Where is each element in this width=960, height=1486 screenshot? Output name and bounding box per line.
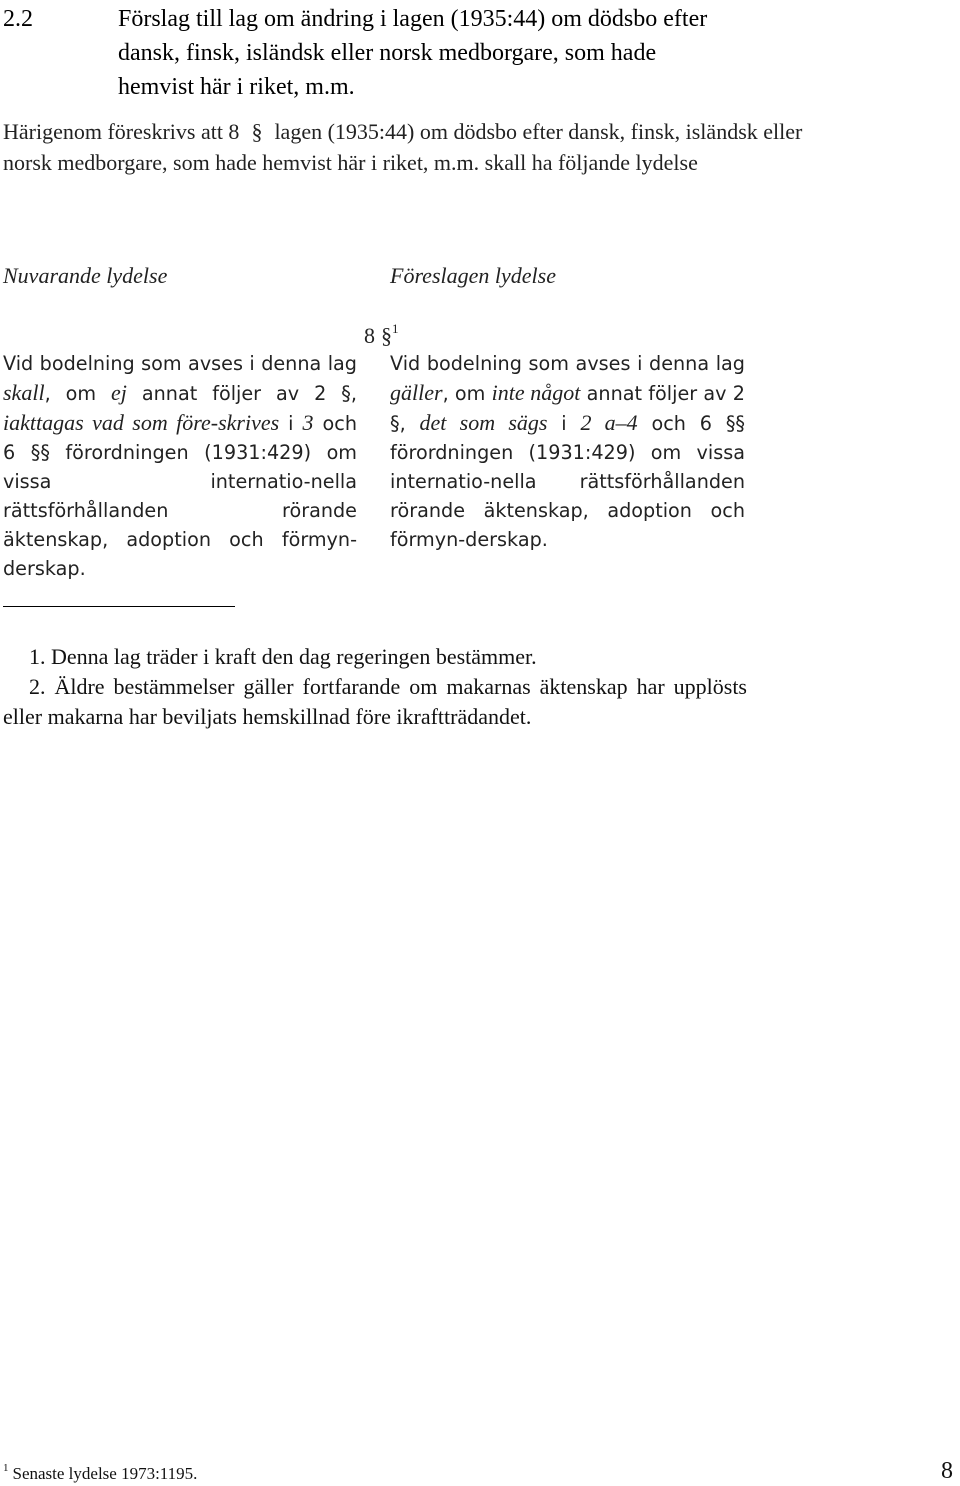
footnote-mark: 1 — [3, 1462, 9, 1474]
footnote — [3, 1462, 197, 1484]
text-segment: annat följer av 2 §, — [126, 382, 357, 405]
transition-provisions — [3, 642, 747, 732]
section-sign-icon: § — [251, 119, 263, 144]
italic-segment: 2 a–4 — [580, 410, 638, 435]
text-segment: Vid bodelning som avses i denna lag — [390, 352, 745, 375]
section-title: Förslag till lag om ändring i lagen (1935:44) om dödsbo efter dansk, finsk, isländsk eller norsk medborgare, som hade hemvist här i riket, m.m. — [118, 6, 708, 100]
italic-segment: inte något — [491, 380, 581, 405]
text-segment: Vid bodelning som avses i denna lag — [3, 352, 357, 375]
current-wording-text — [3, 349, 357, 583]
intro-part-1: Härigenom föreskrivs att 8 — [3, 119, 240, 144]
paragraph-number — [364, 321, 399, 349]
proposed-wording-text — [390, 349, 745, 554]
section-number: 2.2 — [3, 6, 33, 32]
footnote-text: Senaste lydelse 1973:1195. — [12, 1464, 198, 1483]
footnote-reference: 1 — [392, 321, 399, 336]
paragraph-number-value: 8 — [364, 323, 375, 348]
italic-segment: skall — [3, 380, 45, 405]
intro-paragraph — [3, 116, 838, 178]
italic-segment: 3 — [302, 410, 314, 435]
page-number: 8 — [941, 1458, 953, 1484]
divider-rule — [3, 606, 235, 607]
text-segment: , om — [442, 382, 492, 405]
text-segment: , om — [44, 382, 112, 405]
paragraph-section-sign: § — [381, 323, 392, 348]
italic-segment: iakttagas vad som före-skrives — [3, 410, 280, 435]
text-segment: annat följer av 2 §, — [390, 382, 745, 435]
transition-item-1: 1. Denna lag träder i kraft den dag regeringen bestämmer. — [29, 644, 537, 669]
transition-item-2: 2. Äldre bestämmelser gäller fortfarande om makarnas äktenskap har upplösts eller makarna har beviljats hemskillnad före ikraftträdandet. — [3, 674, 747, 729]
text-segment: i — [279, 412, 303, 435]
italic-segment: det som sägs — [419, 410, 548, 435]
text-segment: och 6 §§ förordningen (1931:429) om vissa internatio-nella rättsförhållanden rörande äktenskap, adoption och förmyn-derskap. — [390, 412, 746, 551]
italic-segment: gäller — [390, 380, 443, 405]
text-segment: och 6 §§ förordningen (1931:429) om vissa internatio-nella rättsförhållanden rörande äktenskap, adoption och förmyn-derskap. — [3, 412, 357, 580]
proposed-wording-heading: Föreslagen lydelse — [390, 263, 556, 288]
current-wording-heading: Nuvarande lydelse — [3, 263, 168, 288]
text-segment: i — [547, 412, 581, 435]
italic-segment: ej — [111, 380, 127, 405]
intro-part-2: lagen (1935:44) om dödsbo efter dansk, finsk, isländsk eller norsk medborgare, som hade hemvist här i riket, m.m. skall ha följande lydelse — [3, 119, 803, 175]
